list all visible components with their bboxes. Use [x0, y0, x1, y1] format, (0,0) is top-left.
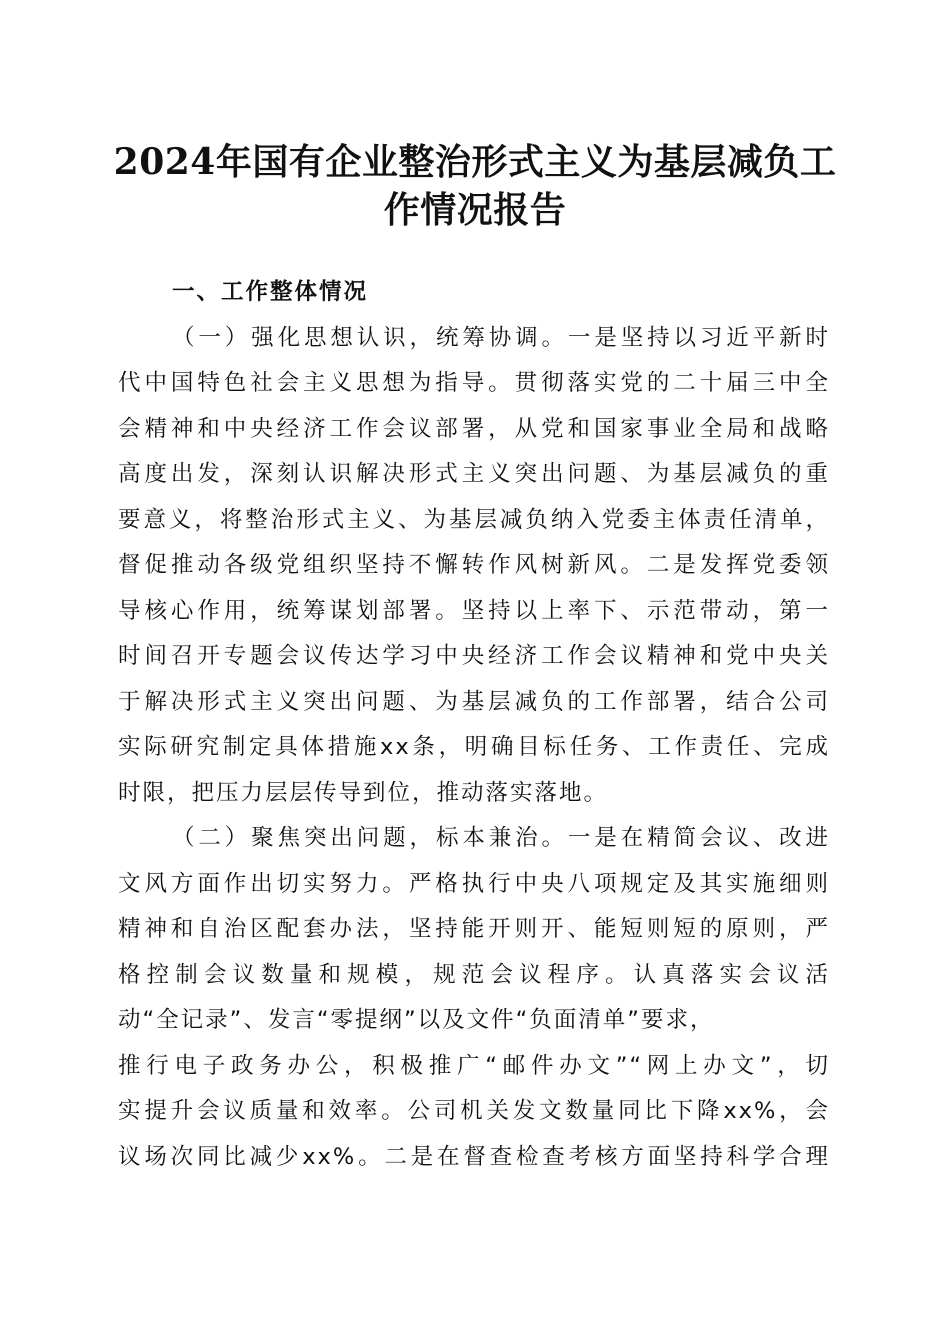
paragraph-line: 格控制会议数量和规模，规范会议程序。认真落实会议活	[118, 961, 830, 988]
paragraph-line: （二）聚焦突出问题，标本兼治。一是在精简会议、改进	[172, 825, 830, 851]
paragraph-line: 实提升会议质量和效率。公司机关发文数量同比下降xx%，会	[118, 1098, 830, 1124]
paragraph-1	[118, 316, 830, 817]
paragraph-line: 实际研究制定具体措施xx条，明确目标任务、工作责任、完成	[118, 734, 830, 760]
paragraph-line: 高度出发，深刻认识解决形式主义突出问题、为基层减负的重	[118, 461, 830, 487]
title-line: 作情况报告	[383, 189, 567, 231]
paragraph-line: 文风方面作出切实努力。严格执行中央八项规定及其实施细则	[118, 870, 830, 897]
paragraph-line: 代中国特色社会主义思想为指导。贯彻落实党的二十届三中全	[118, 370, 830, 396]
paragraph-line: 议场次同比减少xx%。二是在督查检查考核方面坚持科学合理	[118, 1143, 830, 1170]
section-heading: 一、工作整体情况	[172, 279, 369, 305]
paragraph-line: 要意义，将整治形式主义、为基层减负纳入党委主体责任清单，	[118, 506, 830, 533]
paragraph-line: 督促推动各级党组织坚持不懈转作风树新风。二是发挥党委领	[118, 552, 830, 578]
document-body	[118, 270, 830, 1180]
paragraph-line: 时限，把压力层层传导到位，推动落实落地。	[118, 779, 609, 806]
paragraph-line: 于解决形式主义突出问题、为基层减负的工作部署，结合公司	[118, 688, 830, 715]
paragraph-2	[118, 816, 830, 1180]
title-line: 2024年国有企业整治形式主义为基层减负工	[113, 141, 837, 183]
paragraph-line: 时间召开专题会议传达学习中央经济工作会议精神和党中央关	[118, 643, 830, 669]
paragraph-line: 导核心作用，统筹谋划部署。坚持以上率下、示范带动，第一	[118, 597, 830, 624]
paragraph-line: 精神和自治区配套办法，坚持能开则开、能短则短的原则，严	[118, 916, 830, 942]
paragraph-line: 会精神和中央经济工作会议部署，从党和国家事业全局和战略	[118, 415, 830, 442]
paragraph-line: （一）强化思想认识，统筹协调。一是坚持以习近平新时	[172, 324, 830, 351]
document-title	[100, 138, 850, 234]
paragraph-line: 动“全记录”、发言“零提纲”以及文件“负面清单”要求，	[118, 1007, 715, 1033]
paragraph-line: 推行电子政务办公，积极推广“邮件办文”“网上办文”，切	[118, 1052, 830, 1079]
